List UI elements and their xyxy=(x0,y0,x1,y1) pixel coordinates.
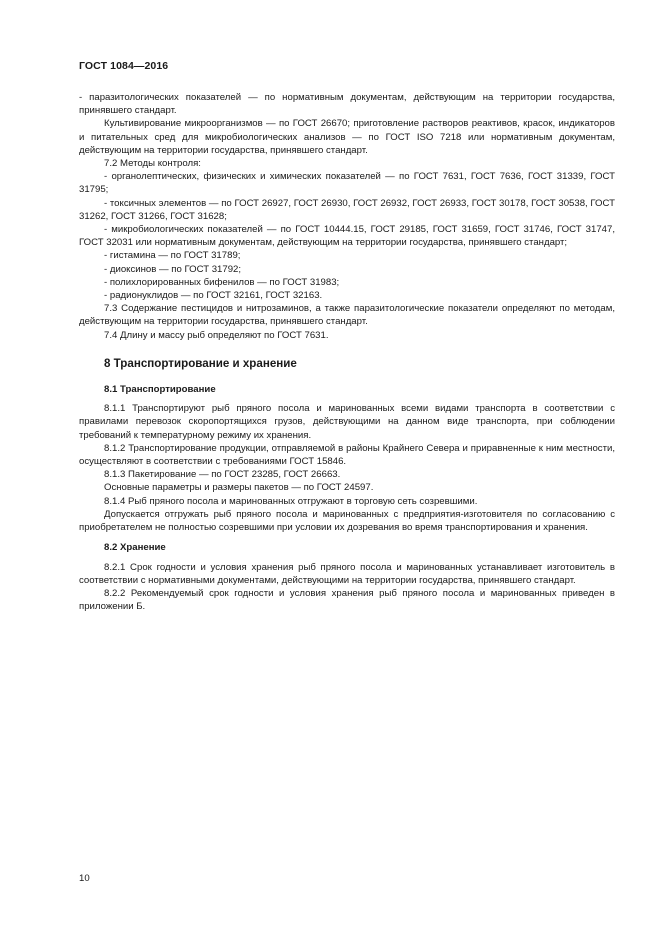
paragraph: Культивирование микроорганизмов — по ГОСТ 26670; приготовление растворов реактивов, красок, индикаторов и питательных сред для микробиологических анализов — по ГОСТ ISO 7218 или нормативным документам, действующим на территории государства, принявшего стандарт. xyxy=(79,118,615,156)
list-item: - радионуклидов — по ГОСТ 32161, ГОСТ 32163. xyxy=(104,290,323,302)
list-item: - органолептических, физических и химических показателей — по ГОСТ 7631, ГОСТ 7636, ГОСТ 31339, ГОСТ 31795; xyxy=(79,171,615,196)
page-number: 10 xyxy=(79,873,90,884)
list-item: - диоксинов — по ГОСТ 31792; xyxy=(104,263,242,275)
paragraph: 8.1.4 Рыб пряного посола и маринованных отгружают в торговую сеть созревшими. xyxy=(104,495,478,507)
paragraph: 8.1.1 Транспортируют рыб пряного посола и маринованных всеми видами транспорта в соответствии с правилами перевозок скоропортящихся грузов, действующими на данном виде транспорта, при соблюдении требований к температурному режиму их хранения. xyxy=(79,403,615,441)
list-item: - гистамина — по ГОСТ 31789; xyxy=(104,250,241,262)
paragraph: 8.2.2 Рекомендуемый срок годности и условия хранения рыб пряного посола и маринованных приведен в приложении Б. xyxy=(79,587,615,613)
section-heading: 8 Транспортирование и хранение xyxy=(104,356,297,370)
paragraph: 8.1.2 Транспортирование продукции, отправляемой в районы Крайнего Севера и приравненные к ним местности, осуществляют в соответствии с требованиями ГОСТ 15846. xyxy=(79,442,615,468)
list-item: - токсичных элементов — по ГОСТ 26927, ГОСТ 26930, ГОСТ 26932, ГОСТ 26933, ГОСТ 30178, ГОСТ 30538, ГОСТ 31262, ГОСТ 31266, ГОСТ 31628; xyxy=(79,197,615,222)
document-header: ГОСТ 1084—2016 xyxy=(79,60,169,72)
paragraph: Допускается отгружать рыб пряного посола и маринованных с предприятия-изготовителя по согласованию с приобретателем не полностью созревшими при условии их дозревания во время транспортирования и хранения. xyxy=(79,508,615,534)
paragraph: 7.2 Методы контроля: xyxy=(104,158,201,170)
paragraph: 7.4 Длину и массу рыб определяют по ГОСТ 7631. xyxy=(104,329,329,341)
page-body xyxy=(79,91,615,613)
paragraph: 8.1.3 Пакетирование — по ГОСТ 23285, ГОСТ 26663. xyxy=(104,469,341,481)
paragraph: 8.2.1 Срок годности и условия хранения рыб пряного посола и маринованных устанавливает изготовитель в соответствии с нормативными документами, действующими на территории государства, принявшего стандарт. xyxy=(79,561,615,586)
subsection-heading: 8.2 Хранение xyxy=(104,542,166,554)
paragraph: - паразитологических показателей — по нормативным документам, действующим на территории государства, принявшего стандарт. xyxy=(79,92,615,117)
paragraph: 7.3 Содержание пестицидов и нитрозаминов, а также паразитологические показатели определяют по методам, действующим на территории государства, принявшего стандарт. xyxy=(79,303,615,328)
subsection-heading: 8.1 Транспортирование xyxy=(104,384,216,396)
paragraph: Основные параметры и размеры пакетов — по ГОСТ 24597. xyxy=(104,482,374,494)
list-item: - микробиологических показателей — по ГОСТ 10444.15, ГОСТ 29185, ГОСТ 31659, ГОСТ 31746, ГОСТ 31747, ГОСТ 32031 или нормативным документам, действующим на территории государства, принявшего стандарт; xyxy=(79,224,615,249)
list-item: - полихлорированных бифенилов — по ГОСТ 31983; xyxy=(104,276,340,288)
